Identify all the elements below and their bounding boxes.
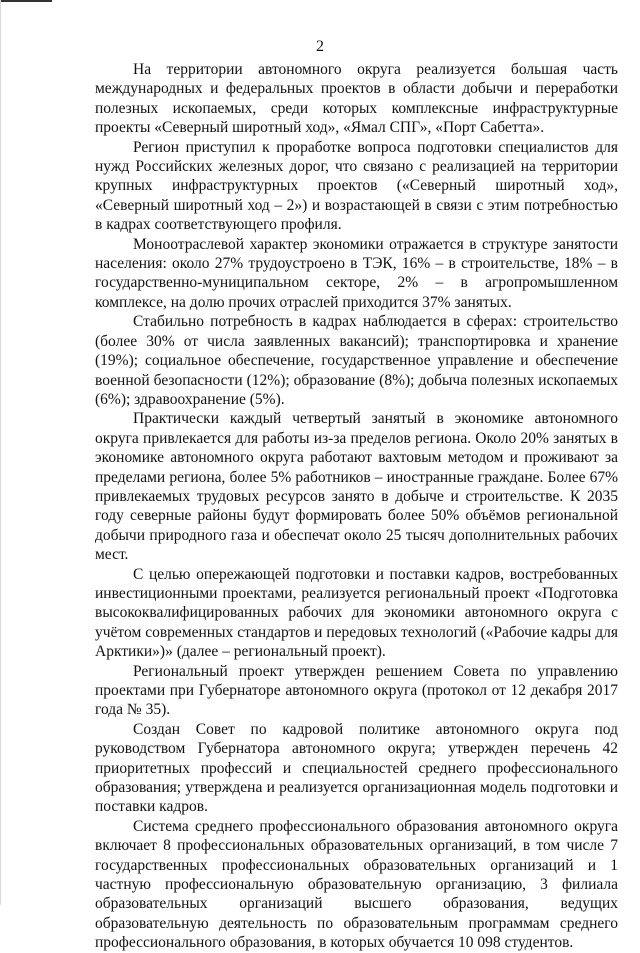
paragraph: Региональный проект утвержден решением Совета по управлению проектами при Губернаторе автономного округа (протокол от 12 декабря 2017 года № 35). [95, 662, 618, 719]
top-edge-line [0, 0, 52, 2]
paragraph: С целью опережающей подготовки и поставки кадров, востребованных инвестиционными проектами, реализуется региональный проект «Подготовка высококвалифицированных рабочих для экономики автономного округа с учётом современных стандартов и передовых технологий («Рабочие кадры для Арктики»)» (далее – региональный проект). [95, 565, 618, 661]
paragraph: Создан Совет по кадровой политике автономного округа под руководством Губернатора автономного округа; утвержден перечень 42 приоритетных профессий и специальностей среднего профессионального образования; утверждена и реализуется организационная модель подготовки и поставки кадров. [95, 720, 618, 816]
paragraph: На территории автономного округа реализуется большая часть международных и федеральных проектов в области добычи и переработки полезных ископаемых, среди которых комплексные инфраструктурные проекты «Северный широтный ход», «Ямал СПГ», «Порт Сабетта». [95, 61, 618, 137]
paragraph: Система среднего профессионального образования автономного округа включает 8 профессиональных образовательных организаций, в том числе 7 государственных профессиональных образовательных организаций и 1 частную профессиональную образовательную организацию, 3 филиала образовательных организаций высшего образования, ведущих образовательную деятельность по образовательным программам среднего профессионального образования, в которых обучается 10 098 студентов. [95, 817, 618, 952]
paragraph: Моноотраслевой характер экономики отражается в структуре занятости населения: около 27% трудоустроено в ТЭК, 16% – в строительстве, 18% – в государственно-муниципальном секторе, 2% – в агропромышленном комплексе, на долю прочих отраслей приходится 37% занятых. [95, 235, 618, 311]
document-body [95, 60, 618, 953]
left-edge-line [0, 0, 1, 905]
paragraph: Практически каждый четвертый занятый в экономике автономного округа привлекается для работы из-за пределов региона. Около 20% занятых в экономике автономного округа работают вахтовым методом и проживают за пределами региона, более 5% работников – иностранные граждане. Более 67% привлекаемых трудовых ресурсов занято в добыче и строительстве. К 2035 году северные районы будут формировать более 50% объёмов региональной добычи природного газа и обеспечат около 25 тысяч дополнительных рабочих мест. [95, 410, 618, 564]
page-number: 2 [316, 38, 324, 55]
paragraph: Стабильно потребность в кадрах наблюдается в сферах: строительство (более 30% от числа заявленных вакансий); транспортировка и хранение (19%); социальное обеспечение, государственное управление и обеспечение военной безопасности (12%); образование (8%); добыча полезных ископаемых (6%); здравоохранение (5%). [95, 313, 618, 408]
paragraph: Регион приступил к проработке вопроса подготовки специалистов для нужд Российских железных дорог, что связано с реализацией на территории крупных инфраструктурных проектов («Северный широтный ход», «Северный широтный ход – 2») и возрастающей в связи с этим потребностью в кадрах соответствующего профиля. [95, 138, 618, 234]
